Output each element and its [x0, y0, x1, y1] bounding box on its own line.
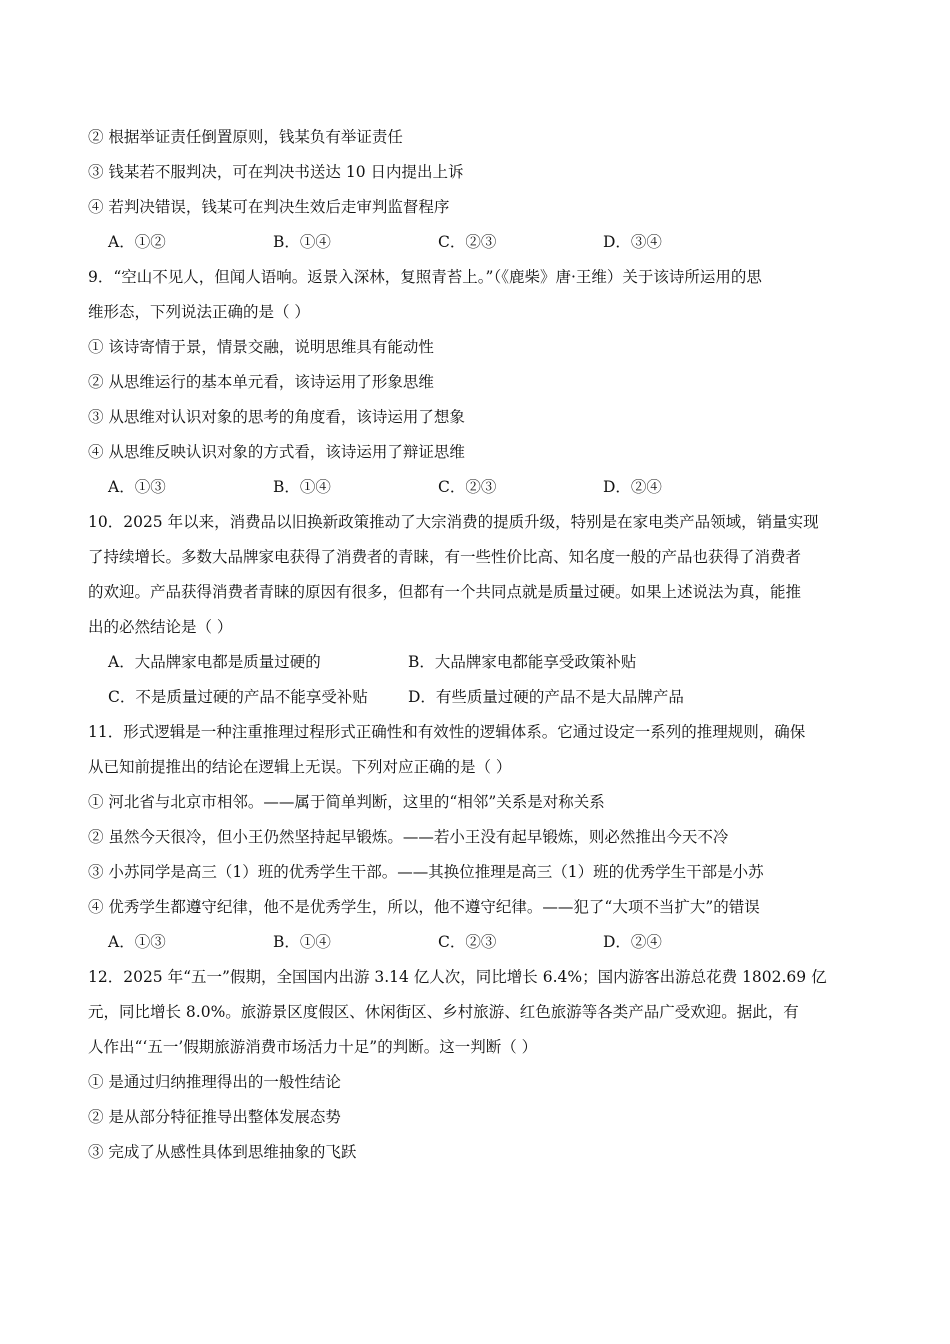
option-b[interactable]: B．①④: [273, 933, 331, 951]
option-c[interactable]: C．②③: [438, 933, 497, 951]
statement-item: ③ 钱某若不服判决，可在判决书送达 10 日内提出上诉: [88, 163, 464, 181]
question-stem: 元，同比增长 8.0%。旅游景区度假区、休闲街区、乡村旅游、红色旅游等各类产品广受欢迎。据此，有: [88, 1003, 799, 1021]
statement-item: ④ 从思维反映认识对象的方式看，该诗运用了辩证思维: [88, 443, 465, 461]
question-stem: 从已知前提推出的结论在逻辑上无误。下列对应正确的是（ ）: [88, 758, 512, 776]
option-b[interactable]: B．大品牌家电都能享受政策补贴: [408, 653, 637, 671]
statement-item: ② 从思维运行的基本单元看，该诗运用了形象思维: [88, 373, 434, 391]
question-stem: 出的必然结论是（ ）: [88, 618, 233, 636]
option-a[interactable]: A．大品牌家电都是质量过硬的: [108, 653, 321, 671]
option-b[interactable]: B．①④: [273, 478, 331, 496]
option-c[interactable]: C．②③: [438, 233, 497, 251]
statement-item: ② 虽然今天很冷，但小王仍然坚持起早锻炼。——若小王没有起早锻炼，则必然推出今天不冷: [88, 828, 729, 846]
question-stem: 人作出“‘五一’假期旅游消费市场活力十足”的判断。这一判断（ ）: [88, 1038, 538, 1056]
question-11: [88, 715, 864, 960]
answer-options: [88, 645, 864, 680]
question-12: [88, 960, 864, 1170]
question-stem: 11．形式逻辑是一种注重推理过程形式正确性和有效性的逻辑体系。它通过设定一系列的推理规则，确保: [88, 723, 806, 741]
question-stem: 的欢迎。产品获得消费者青睐的原因有很多，但都有一个共同点就是质量过硬。如果上述说法为真，能推: [88, 583, 802, 601]
statement-item: ③ 完成了从感性具体到思维抽象的飞跃: [88, 1143, 357, 1161]
question-10: [88, 505, 864, 715]
option-a[interactable]: A．①③: [108, 478, 166, 496]
question-9: [88, 260, 864, 505]
statement-item: ② 是从部分特征推导出整体发展态势: [88, 1108, 341, 1126]
answer-options: [88, 925, 864, 960]
question-stem: 维形态，下列说法正确的是（ ）: [88, 303, 310, 321]
answer-options: [88, 225, 864, 260]
question-stem: 12．2025 年“五一”假期，全国国内出游 3.14 亿人次，同比增长 6.4%；国内游客出游总花费 1802.69 亿: [88, 968, 827, 986]
option-d[interactable]: D．②④: [603, 478, 662, 496]
statement-item: ④ 优秀学生都遵守纪律，他不是优秀学生，所以，他不遵守纪律。——犯了“大项不当扩大”的错误: [88, 898, 760, 916]
option-d[interactable]: D．③④: [603, 233, 662, 251]
question-8: [88, 120, 864, 260]
option-d[interactable]: D．有些质量过硬的产品不是大品牌产品: [408, 688, 684, 706]
answer-options: [88, 680, 864, 715]
question-stem: 9．“空山不见人，但闻人语响。返景入深林，复照青苔上。”（《鹿柴》唐·王维）关于该诗所运用的思: [88, 268, 762, 286]
option-a[interactable]: A．①②: [108, 233, 166, 251]
option-b[interactable]: B．①④: [273, 233, 331, 251]
option-c[interactable]: C．②③: [438, 478, 497, 496]
option-a[interactable]: A．①③: [108, 933, 166, 951]
option-c[interactable]: C．不是质量过硬的产品不能享受补贴: [108, 688, 368, 706]
statement-item: ③ 小苏同学是高三（1）班的优秀学生干部。——其换位推理是高三（1）班的优秀学生干部是小苏: [88, 863, 764, 881]
answer-options: [88, 470, 864, 505]
statement-item: ① 河北省与北京市相邻。——属于简单判断，这里的“相邻”关系是对称关系: [88, 793, 605, 811]
statement-item: ① 该诗寄情于景，情景交融，说明思维具有能动性: [88, 338, 434, 356]
page-content: [88, 120, 864, 1170]
question-stem: 10．2025 年以来，消费品以旧换新政策推动了大宗消费的提质升级，特别是在家电类产品领域，销量实现: [88, 513, 819, 531]
statement-item: ③ 从思维对认识对象的思考的角度看，该诗运用了想象: [88, 408, 465, 426]
statement-item: ② 根据举证责任倒置原则，钱某负有举证责任: [88, 128, 403, 146]
question-stem: 了持续增长。多数大品牌家电获得了消费者的青睐，有一些性价比高、知名度一般的产品也获得了消费者: [88, 548, 802, 566]
option-d[interactable]: D．②④: [603, 933, 662, 951]
statement-item: ④ 若判决错误，钱某可在判决生效后走审判监督程序: [88, 198, 450, 216]
statement-item: ① 是通过归纳推理得出的一般性结论: [88, 1073, 341, 1091]
